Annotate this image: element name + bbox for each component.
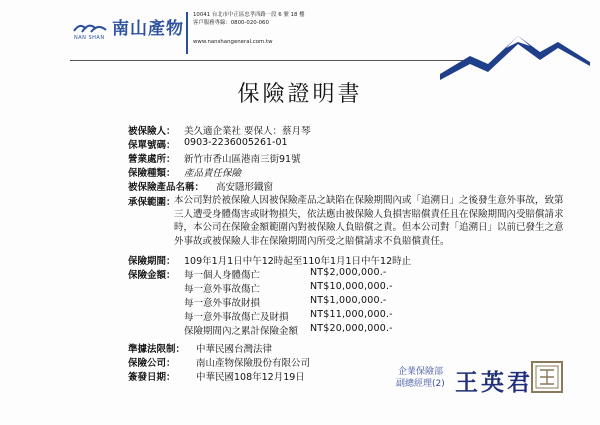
type-value: 產品責任保險 xyxy=(184,168,242,179)
product-label: 被保險產品名稱： xyxy=(128,182,205,193)
insurer-label: 保險公司： xyxy=(128,358,176,369)
amount-item-value: NT$2,000,000.- xyxy=(310,267,387,278)
law-value: 中華民國台灣法律 xyxy=(196,344,273,355)
company-phone: 客戶服務專線：0800-020-060 xyxy=(193,20,269,26)
scope-label: 承保範圍： xyxy=(128,197,176,208)
header-divider xyxy=(186,12,188,54)
period-label: 保險期間： xyxy=(128,256,176,267)
period-value: 109年1月1日中午12時起至110年1月1日中午12時止 xyxy=(184,256,412,267)
amount-item-value: NT$10,000,000.- xyxy=(310,281,393,292)
product-value: 高安隱形鐵窗 xyxy=(216,182,274,193)
company-name: 南山產物 xyxy=(112,19,184,39)
amount-item-label: 保險期間內之累計保險金額 xyxy=(184,326,299,337)
signature-position: 副總經理(2) xyxy=(396,379,445,389)
header-rule xyxy=(70,60,470,61)
amount-item-label: 每一意外事故傷亡 xyxy=(184,284,261,295)
law-label: 準據法限制： xyxy=(128,344,186,355)
policy-value: 0903-2236005261-01 xyxy=(184,137,288,148)
premises-value: 新竹市香山區港南三街91號 xyxy=(184,154,301,165)
premises-label: 營業處所： xyxy=(128,154,176,165)
company-brand-small: NAN SHAN xyxy=(74,35,105,41)
amount-item-label: 每一個人身體傷亡 xyxy=(184,270,261,281)
amount-item-label: 每一意外事故財損 xyxy=(184,298,261,309)
type-label: 保險種類： xyxy=(128,168,176,179)
insured-label: 被保險人： xyxy=(128,126,176,137)
amount-item-label: 每一意外事故傷亡及財損 xyxy=(184,312,289,323)
company-contact xyxy=(193,11,304,46)
policy-label: 保單號碼： xyxy=(128,140,176,151)
issue-date-value: 中華民國108年12月19日 xyxy=(196,372,305,383)
signature-department: 企業保險部 xyxy=(398,367,444,377)
issue-date-label: 簽發日期： xyxy=(128,372,176,383)
certificate-title: 保險證明書 xyxy=(237,82,363,107)
amount-item-value: NT$11,000,000.- xyxy=(310,309,393,320)
amount-item-value: NT$1,000,000.- xyxy=(310,295,387,306)
insurer-value: 南山產物保險股份有限公司 xyxy=(196,358,311,369)
mountain-icon xyxy=(440,22,590,82)
company-address: 10041 台北市中正區忠孝西路一段 6 號 18 樓 xyxy=(193,12,305,18)
amount-item-value: NT$20,000,000.- xyxy=(310,323,393,334)
company-logo-icon xyxy=(72,20,108,34)
company-website: www.nanshangeneral.com.tw xyxy=(193,39,273,45)
amount-label: 保險金額： xyxy=(128,270,176,281)
insured-value: 美久適企業社 要保人：蔡月琴 xyxy=(184,126,311,137)
scope-value: 本公司對於被保險人因被保險產品之缺陷在保險期間內或「追溯日」之後發生意外事故，致第三人遭受身體傷害或財物損失，依法應由被保險人負損害賠償責任且在保險期間內受賠償請求時，本公司在保險金額範圍內對被保險人負賠償之責。但本公司對「追溯日」以前已發生之意外事故或被保險人非在保險期間內所受之賠償請求不負賠償責任。 xyxy=(174,195,564,247)
signature-name: 王英君 xyxy=(455,369,533,396)
seal-stamp-icon xyxy=(530,360,564,394)
